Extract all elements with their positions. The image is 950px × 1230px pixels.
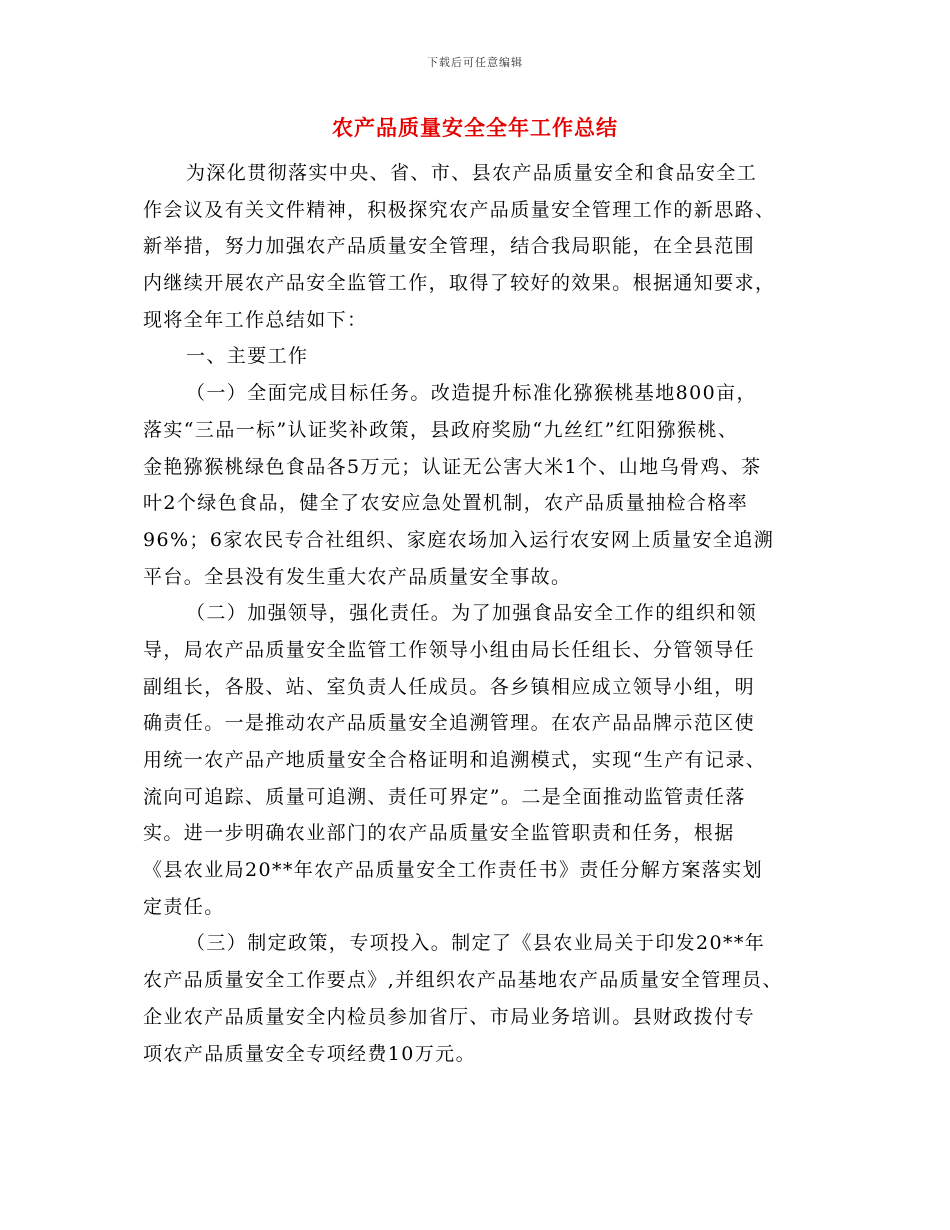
text-line: 农产品质量安全工作要点》,并组织农产品基地农产品质量安全管理员、 <box>143 969 783 992</box>
text-line: （一）全面完成目标任务。改造提升标准化猕猴桃基地800亩， <box>186 382 757 405</box>
text-line: 副组长，各股、站、室负责人任成员。各乡镇相应成立领导小组，明 <box>143 675 756 698</box>
header-note: 下载后可任意编辑 <box>427 56 523 69</box>
text-line: 内继续开展农产品安全监管工作，取得了较好的效果。根据通知要求， <box>143 272 776 295</box>
document-title: 农产品质量安全全年工作总结 <box>332 116 618 140</box>
document-body <box>143 155 823 1072</box>
paragraph <box>143 338 823 375</box>
text-line: （二）加强领导，强化责任。为了加强食品安全工作的组织和领 <box>186 602 758 625</box>
text-line: 一、主要工作 <box>186 345 309 368</box>
text-line: 落实“三品一标”认证奖补政策，县政府奖励“九丝红”红阳猕猴桃、 <box>143 418 739 441</box>
text-line: 为深化贯彻落实中央、省、市、县农产品质量安全和食品安全工 <box>186 162 758 184</box>
text-line: 项农产品质量安全专项经费10万元。 <box>143 1042 476 1065</box>
text-line: 作会议及有关文件精神，积极探究农产品质量安全管理工作的新思路、 <box>143 198 776 221</box>
paragraph <box>143 155 823 338</box>
text-line: 平台。全县没有发生重大农产品质量安全事故。 <box>143 565 572 588</box>
paragraph <box>143 375 823 595</box>
text-line: （三）制定政策，专项投入。制定了《县农业局关于印发20**年 <box>186 932 766 955</box>
text-line: 定责任。 <box>143 895 225 918</box>
text-line: 用统一农产品产地质量安全合格证明和追溯模式，实现“生产有记录、 <box>143 749 767 771</box>
text-line: 实。进一步明确农业部门的农产品质量安全监管职责和任务，根据 <box>143 822 735 845</box>
text-line: 确责任。一是推动农产品质量安全追溯管理。在农产品品牌示范区使 <box>143 712 756 735</box>
text-line: 叶2个绿色食品，健全了农安应急处置机制，农产品质量抽检合格率 <box>143 492 749 515</box>
paragraph <box>143 595 823 925</box>
paragraph <box>143 925 823 1072</box>
text-line: 96%；6家农民专合社组织、家庭农场加入运行农安网上质量安全追溯 <box>143 528 775 551</box>
text-line: 企业农产品质量安全内检员参加省厅、市局业务培训。县财政拨付专 <box>143 1005 756 1028</box>
text-line: 《县农业局20**年农产品质量安全工作责任书》责任分解方案落实划 <box>143 859 763 882</box>
text-line: 流向可追踪、质量可追溯、责任可界定”。二是全面推动监管责任落 <box>143 785 746 808</box>
text-line: 现将全年工作总结如下： <box>143 308 368 331</box>
text-line: 新举措，努力加强农产品质量安全管理，结合我局职能，在全县范围 <box>143 235 756 258</box>
text-line: 导，局农产品质量安全监管工作领导小组由局长任组长、分管领导任 <box>143 638 756 661</box>
text-line: 金艳猕猴桃绿色食品各5万元；认证无公害大米1个、山地乌骨鸡、茶 <box>143 455 762 478</box>
